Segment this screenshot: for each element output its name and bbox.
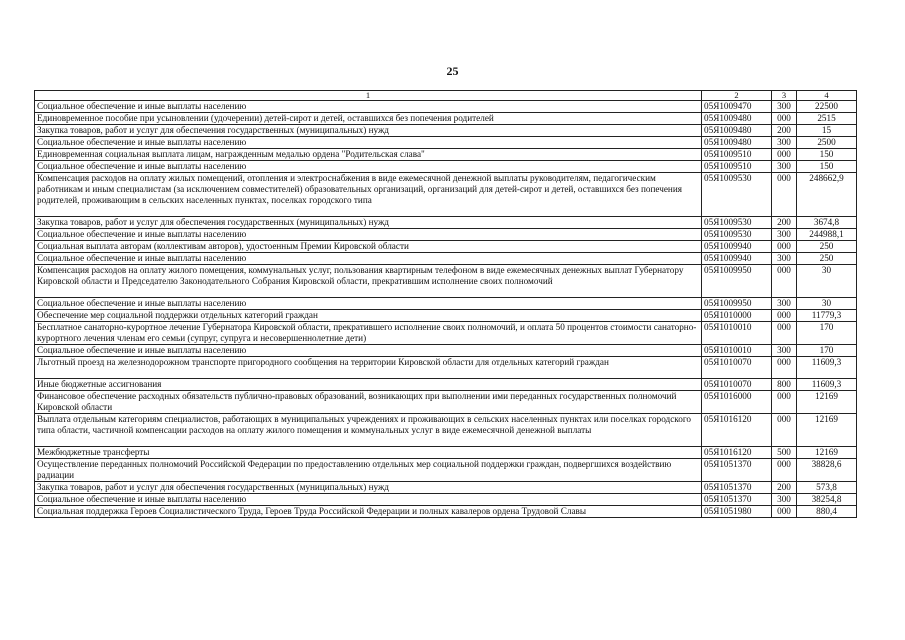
row-code-cell: 05Я1009950	[702, 298, 772, 310]
table-row	[35, 253, 857, 265]
row-code-cell: 05Я1051370	[702, 494, 772, 506]
row-sum-cell: 12169	[797, 414, 857, 447]
row-sum-cell: 11609,3	[797, 357, 857, 379]
row-name-cell: Единовременное пособие при усыновлении (удочерении) детей-сирот и детей, оставшихся без попечения родителей	[35, 113, 702, 125]
row-sum-cell: 3674,8	[797, 217, 857, 229]
row-kind-cell: 000	[772, 506, 797, 518]
table-header-row	[35, 91, 857, 101]
row-kind-cell: 000	[772, 414, 797, 447]
row-code-cell: 05Я1010070	[702, 357, 772, 379]
row-kind-cell: 200	[772, 125, 797, 137]
row-kind-cell: 000	[772, 149, 797, 161]
row-name-cell: Выплата отдельным категориям специалистов, работающих в муниципальных учреждениях и проживающих в сельских населенных пунктах или поселках городского типа области, частичной компенсации расходов на оплату жилого помещения и коммунальных услуг в виде ежемесячной денежной выплаты	[35, 414, 702, 447]
table-row	[35, 391, 857, 414]
table-row	[35, 217, 857, 229]
table-row	[35, 137, 857, 149]
table-row	[35, 459, 857, 482]
table-row	[35, 506, 857, 518]
table-row	[35, 357, 857, 379]
page-number: 25	[446, 64, 459, 78]
row-sum-cell: 2500	[797, 137, 857, 149]
row-code-cell: 05Я1051370	[702, 482, 772, 494]
row-name-cell: Социальное обеспечение и иные выплаты населению	[35, 494, 702, 506]
row-kind-cell: 300	[772, 253, 797, 265]
row-kind-cell: 000	[772, 459, 797, 482]
row-sum-cell: 244988,1	[797, 229, 857, 241]
row-code-cell: 05Я1009480	[702, 125, 772, 137]
row-kind-cell: 300	[772, 137, 797, 149]
row-code-cell: 05Я1009940	[702, 253, 772, 265]
row-sum-cell: 12169	[797, 391, 857, 414]
row-sum-cell: 11779,3	[797, 310, 857, 322]
row-sum-cell: 2515	[797, 113, 857, 125]
row-code-cell: 05Я1009510	[702, 149, 772, 161]
row-kind-cell: 300	[772, 494, 797, 506]
row-code-cell: 05Я1009480	[702, 113, 772, 125]
row-kind-cell: 300	[772, 161, 797, 173]
row-kind-cell: 000	[772, 310, 797, 322]
row-sum-cell: 38254,8	[797, 494, 857, 506]
row-sum-cell: 11609,3	[797, 379, 857, 391]
row-code-cell: 05Я1009530	[702, 173, 772, 217]
row-name-cell: Закупка товаров, работ и услуг для обеспечения государственных (муниципальных) нужд	[35, 482, 702, 494]
row-name-cell: Социальная поддержка Героев Социалистического Труда, Героев Труда Российской Федерации и полных кавалеров ордена Трудовой Славы	[35, 506, 702, 518]
row-name-cell: Финансовое обеспечение расходных обязательств публично-правовых образований, возникающих при выполнении ими переданных государственных полномочий Кировской области	[35, 391, 702, 414]
row-code-cell: 05Я1009530	[702, 229, 772, 241]
row-kind-cell: 000	[772, 173, 797, 217]
table-body	[35, 101, 857, 518]
table-row	[35, 482, 857, 494]
table-row	[35, 241, 857, 253]
row-sum-cell: 38828,6	[797, 459, 857, 482]
table-row	[35, 379, 857, 391]
row-kind-cell: 500	[772, 447, 797, 459]
table-row	[35, 494, 857, 506]
table-row	[35, 101, 857, 113]
row-kind-cell: 200	[772, 217, 797, 229]
row-code-cell: 05Я1009470	[702, 101, 772, 113]
row-kind-cell: 300	[772, 229, 797, 241]
row-sum-cell: 170	[797, 345, 857, 357]
table-row	[35, 265, 857, 298]
header-col-4: 4	[797, 91, 857, 101]
row-sum-cell: 250	[797, 241, 857, 253]
row-kind-cell: 000	[772, 391, 797, 414]
row-code-cell: 05Я1051370	[702, 459, 772, 482]
row-name-cell: Закупка товаров, работ и услуг для обеспечения государственных (муниципальных) нужд	[35, 217, 702, 229]
row-sum-cell: 573,8	[797, 482, 857, 494]
row-sum-cell: 30	[797, 298, 857, 310]
row-sum-cell: 150	[797, 149, 857, 161]
row-code-cell: 05Я1010070	[702, 379, 772, 391]
row-kind-cell: 300	[772, 345, 797, 357]
row-code-cell: 05Я1010000	[702, 310, 772, 322]
row-name-cell: Социальное обеспечение и иные выплаты населению	[35, 229, 702, 241]
row-name-cell: Льготный проезд на железнодорожном транспорте пригородного сообщения на территории Кировской области для отдельных категорий граждан	[35, 357, 702, 379]
row-name-cell: Компенсация расходов на оплату жилого помещения, коммунальных услуг, пользования квартирным телефоном в виде ежемесячных денежных выплат Губернатору Кировской области и Председателю Законодательного Собрания Кировской области, прекратившим исполнение своих полномочий	[35, 265, 702, 298]
table-row	[35, 345, 857, 357]
row-sum-cell: 150	[797, 161, 857, 173]
row-name-cell: Социальное обеспечение и иные выплаты населению	[35, 101, 702, 113]
row-code-cell: 05Я1009510	[702, 161, 772, 173]
row-kind-cell: 000	[772, 357, 797, 379]
row-sum-cell: 12169	[797, 447, 857, 459]
header-col-1: 1	[35, 91, 702, 101]
row-code-cell: 05Я1009530	[702, 217, 772, 229]
row-kind-cell: 000	[772, 113, 797, 125]
header-col-2: 2	[702, 91, 772, 101]
row-name-cell: Социальное обеспечение и иные выплаты населению	[35, 253, 702, 265]
table-row	[35, 310, 857, 322]
table-row	[35, 173, 857, 217]
table-row	[35, 229, 857, 241]
row-code-cell: 05Я1009940	[702, 241, 772, 253]
table-row	[35, 447, 857, 459]
row-kind-cell: 200	[772, 482, 797, 494]
row-name-cell: Обеспечение мер социальной поддержки отдельных категорий граждан	[35, 310, 702, 322]
row-kind-cell: 000	[772, 265, 797, 298]
budget-table	[34, 90, 857, 518]
row-name-cell: Социальное обеспечение и иные выплаты населению	[35, 298, 702, 310]
row-kind-cell: 000	[772, 241, 797, 253]
row-name-cell: Социальное обеспечение и иные выплаты населению	[35, 161, 702, 173]
row-sum-cell: 22500	[797, 101, 857, 113]
row-sum-cell: 248662,9	[797, 173, 857, 217]
row-kind-cell: 300	[772, 101, 797, 113]
header-col-3: 3	[772, 91, 797, 101]
row-name-cell: Социальная выплата авторам (коллективам авторов), удостоенным Премии Кировской области	[35, 241, 702, 253]
row-name-cell: Бесплатное санаторно-курортное лечение Губернатора Кировской области, прекратившего исполнение своих полномочий, и оплата 50 процентов стоимости санаторно-курортного лечения членам его семьи (супруг, супруга и несовершеннолетние дети)	[35, 322, 702, 345]
row-sum-cell: 880,4	[797, 506, 857, 518]
row-name-cell: Закупка товаров, работ и услуг для обеспечения государственных (муниципальных) нужд	[35, 125, 702, 137]
row-name-cell: Компенсация расходов на оплату жилых помещений, отопления и электроснабжения в виде ежемесячной денежной выплаты руководителям, педагогическим работникам и иным специалистам (за исключением совместителей) образовательных организаций, организаций для детей-сирот и детей, оставшихся без попечения родителей, проживающим в сельских населенных пунктах, поселках городского типа	[35, 173, 702, 217]
row-sum-cell: 170	[797, 322, 857, 345]
row-kind-cell: 300	[772, 298, 797, 310]
table-row	[35, 322, 857, 345]
row-sum-cell: 30	[797, 265, 857, 298]
row-name-cell: Социальное обеспечение и иные выплаты населению	[35, 345, 702, 357]
table-row	[35, 298, 857, 310]
row-name-cell: Единовременная социальная выплата лицам, награжденным медалью ордена "Родительская слава"	[35, 149, 702, 161]
row-name-cell: Осуществление переданных полномочий Российской Федерации по предоставлению отдельных мер социальной поддержки граждан, подвергшихся воздействию радиации	[35, 459, 702, 482]
row-name-cell: Социальное обеспечение и иные выплаты населению	[35, 137, 702, 149]
row-name-cell: Межбюджетные трансферты	[35, 447, 702, 459]
row-kind-cell: 000	[772, 322, 797, 345]
row-sum-cell: 250	[797, 253, 857, 265]
table-row	[35, 113, 857, 125]
row-code-cell: 05Я1051980	[702, 506, 772, 518]
table-row	[35, 161, 857, 173]
row-kind-cell: 800	[772, 379, 797, 391]
row-code-cell: 05Я1016000	[702, 391, 772, 414]
table-row	[35, 414, 857, 447]
row-code-cell: 05Я1010010	[702, 345, 772, 357]
table-row	[35, 125, 857, 137]
table-row	[35, 149, 857, 161]
row-code-cell: 05Я1016120	[702, 414, 772, 447]
row-code-cell: 05Я1009480	[702, 137, 772, 149]
row-sum-cell: 15	[797, 125, 857, 137]
row-code-cell: 05Я1009950	[702, 265, 772, 298]
row-code-cell: 05Я1016120	[702, 447, 772, 459]
row-name-cell: Иные бюджетные ассигнования	[35, 379, 702, 391]
row-code-cell: 05Я1010010	[702, 322, 772, 345]
